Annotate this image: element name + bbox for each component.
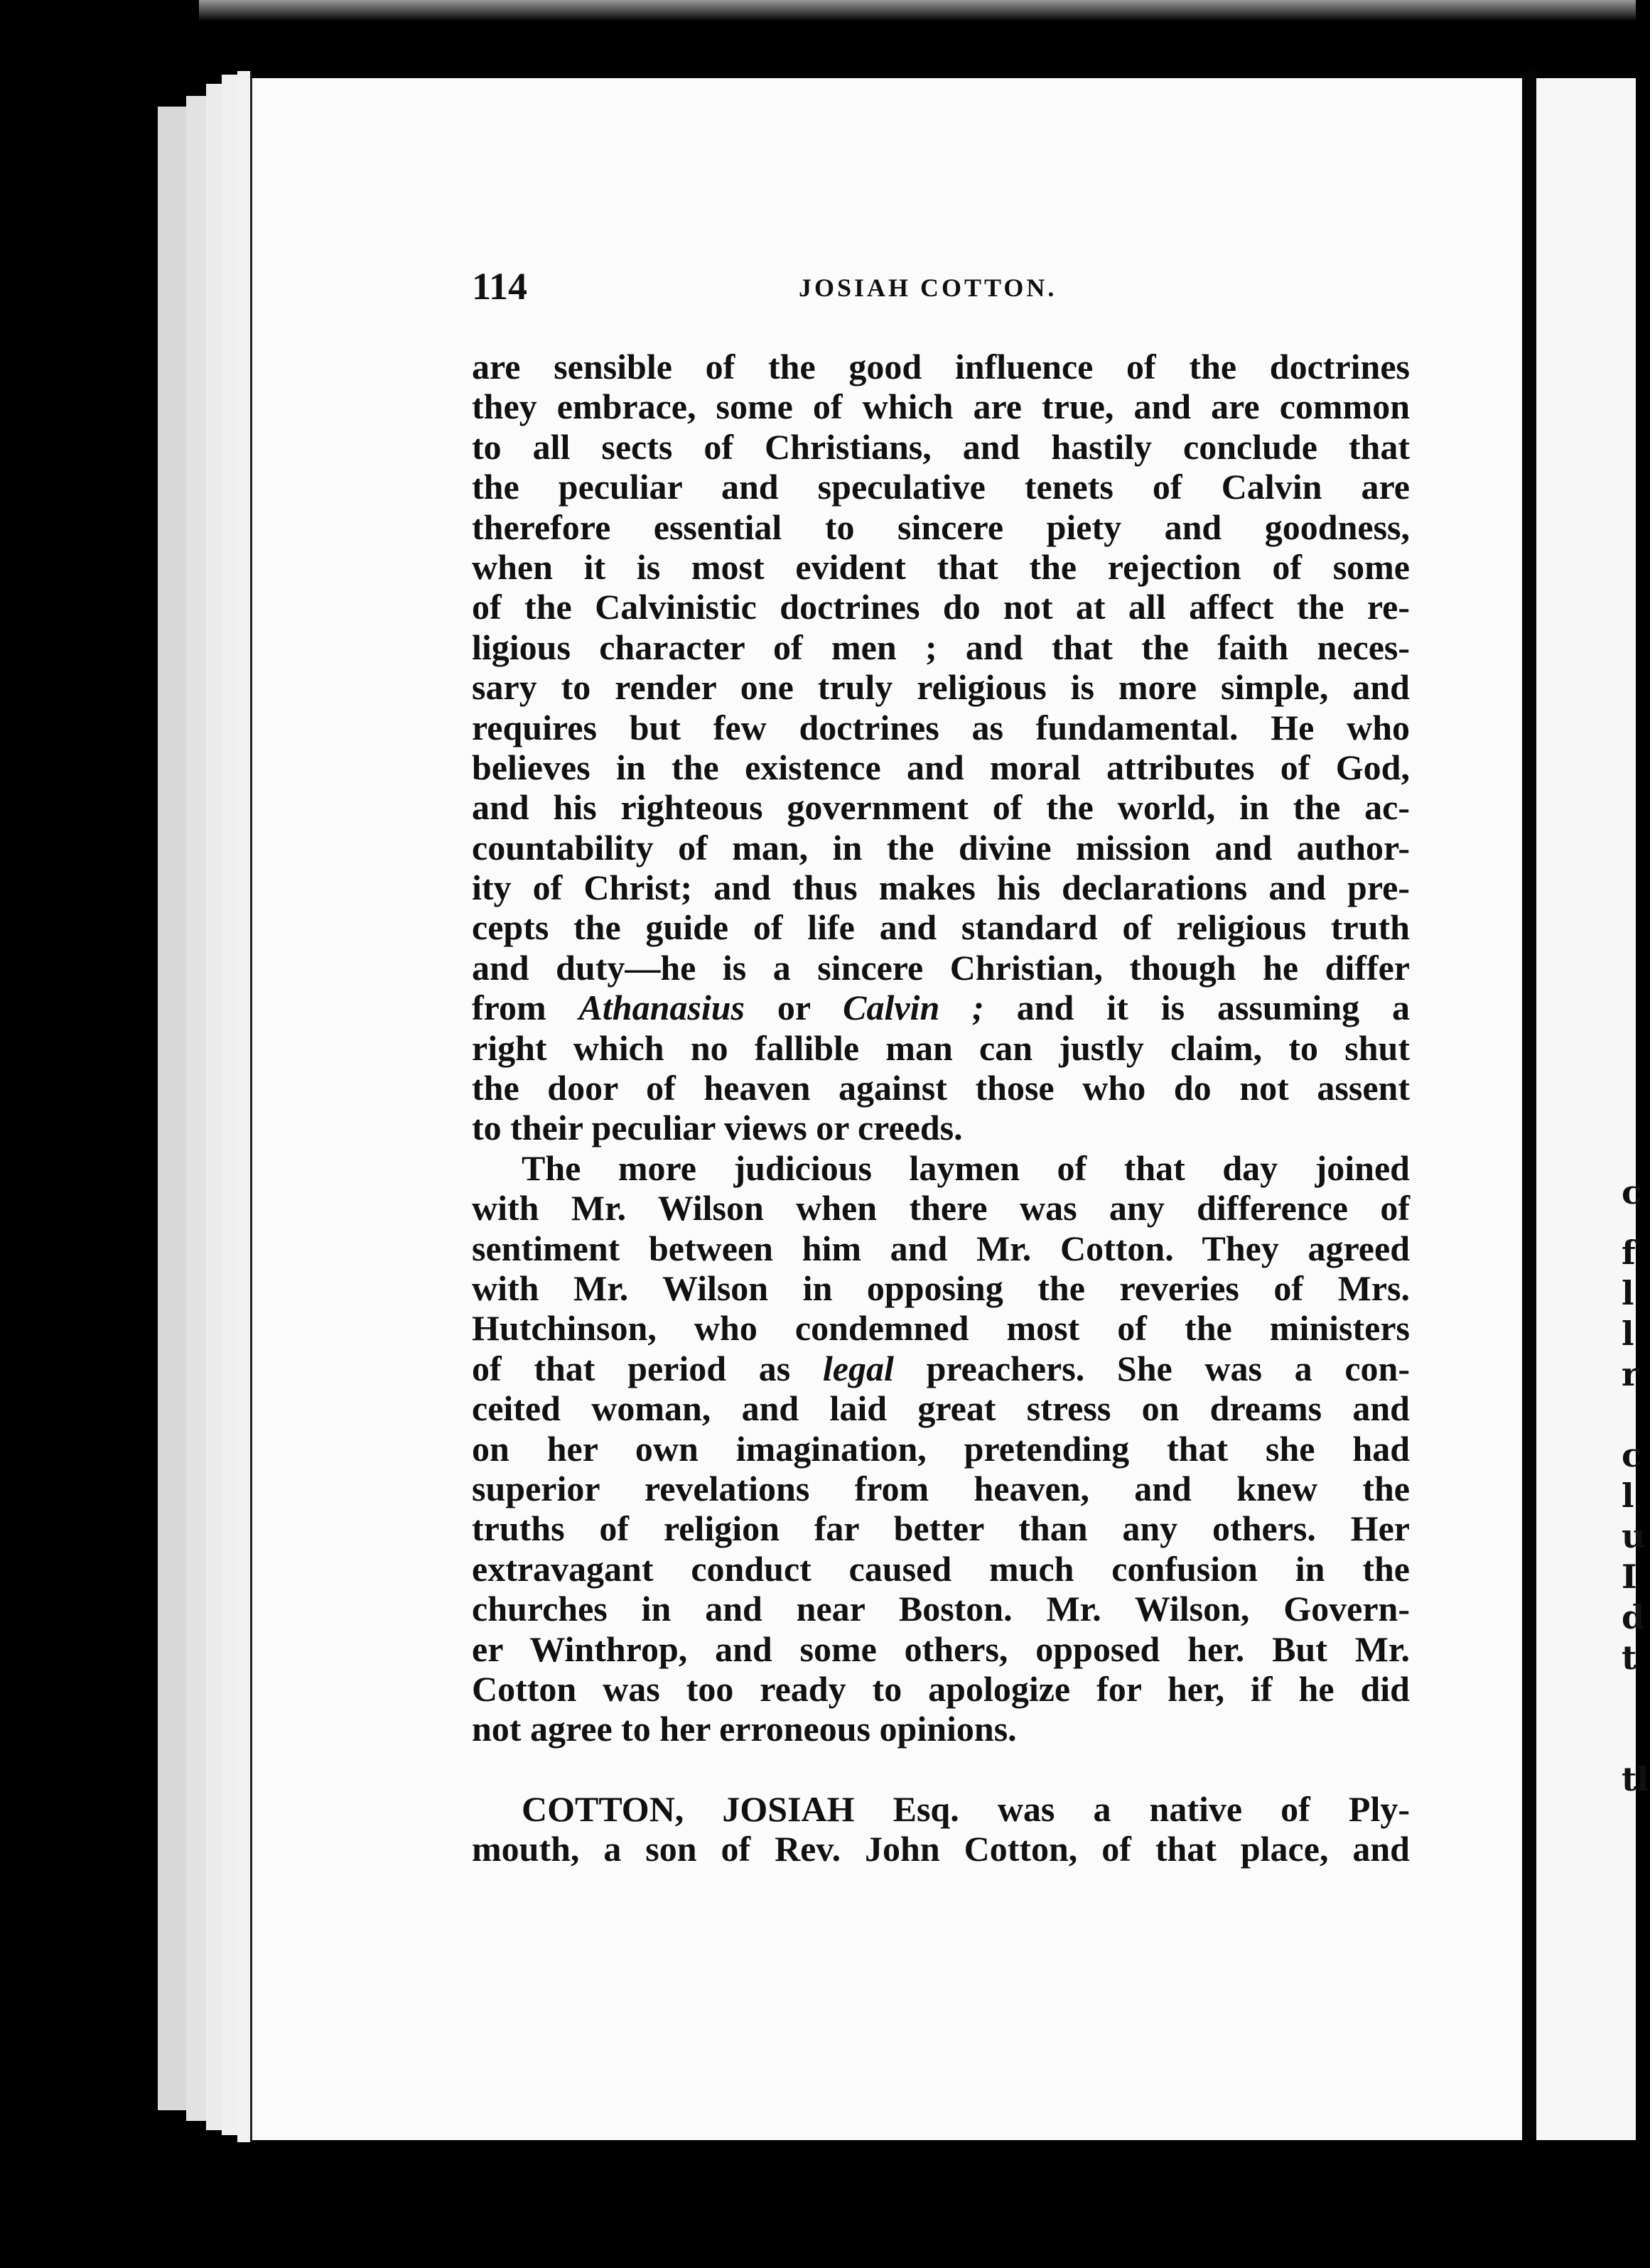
- facing-fragment: [1622, 1719, 1650, 1759]
- facing-fragment: [1622, 1395, 1650, 1435]
- text-line: to all sects of Christians, and hastily conclude that: [472, 426, 1410, 467]
- body-text: [472, 347, 1410, 1869]
- text-span: and it is assuming a: [983, 988, 1410, 1028]
- text-span: of that period as: [472, 1348, 823, 1388]
- text-span: preachers. She was a con-: [893, 1348, 1411, 1388]
- facing-fragment: l: [1622, 1476, 1634, 1515]
- text-span: from: [472, 988, 579, 1028]
- text-span: or: [745, 988, 843, 1028]
- page-header: [472, 264, 1410, 307]
- page-edge: [158, 107, 188, 2110]
- text-line: and his righteous government of the world, in the ac-: [472, 787, 1410, 828]
- facing-fragment: f: [1622, 1233, 1636, 1272]
- text-line: ity of Christ; and thus makes his declarations and pre-: [472, 868, 1410, 908]
- page-number: 114: [472, 265, 528, 308]
- text-line: not agree to her erroneous opinions.: [472, 1709, 1017, 1749]
- text-line: they embrace, some of which are true, and are common: [472, 387, 1410, 427]
- paragraph-1: [472, 347, 1410, 1148]
- text-line: COTTON, JOSIAH Esq. was a native of Ply-: [522, 1788, 1410, 1829]
- page-edge: [186, 96, 208, 2121]
- text-line: the peculiar and speculative tenets of Calvin are: [472, 467, 1410, 507]
- facing-fragment: d: [1622, 1598, 1645, 1636]
- text-line: sary to render one truly religious is more simple, and: [472, 667, 1410, 708]
- text-line: sentiment between him and Mr. Cotton. They agreed: [472, 1228, 1410, 1268]
- text-line: ligious character of men ; and that the faith neces-: [472, 627, 1410, 667]
- text-line: therefore essential to sincere piety and goodness,: [472, 507, 1410, 547]
- facing-fragment: c: [1622, 1173, 1642, 1211]
- facing-fragment: t: [1622, 1638, 1637, 1677]
- film-top-strip: [199, 0, 1636, 21]
- book-gutter: [1522, 71, 1536, 2140]
- text-line: er Winthrop, and some others, opposed her. But Mr.: [472, 1629, 1410, 1669]
- text-line: are sensible of the good influence of the doctrines: [472, 347, 1410, 387]
- text-line: mouth, a son of Rev. John Cotton, of that place, and: [472, 1829, 1410, 1869]
- facing-fragment: u: [1622, 1517, 1646, 1555]
- text-line: Hutchinson, who condemned most of the ministers: [472, 1308, 1410, 1349]
- text-line: superior revelations from heaven, and knew the: [472, 1468, 1410, 1508]
- facing-fragment: l: [1622, 1274, 1634, 1312]
- text-line: ceited woman, and laid great stress on dreams and: [472, 1388, 1410, 1429]
- italic-name-athanasius: Athanasius: [578, 988, 745, 1028]
- paragraph-2: [472, 1148, 1410, 1749]
- text-line: requires but few doctrines as fundamental. He who: [472, 707, 1410, 747]
- facing-page: [1536, 78, 1636, 2140]
- italic-word-legal: legal: [822, 1348, 894, 1388]
- facing-fragment: tl: [1622, 1760, 1649, 1798]
- text-line: cepts the guide of life and standard of religious truth: [472, 907, 1410, 948]
- text-line: Cotton was too ready to apologize for her, if he did: [472, 1668, 1410, 1709]
- text-line: extravagant conduct caused much confusion in the: [472, 1548, 1410, 1589]
- text-line: of the Calvinistic doctrines do not at all affect the re-: [472, 587, 1410, 627]
- running-head: JOSIAH COTTON.: [799, 274, 1057, 302]
- text-line: believes in the existence and moral attributes of God,: [472, 747, 1410, 787]
- text-line: countability of man, in the divine mission and author-: [472, 827, 1410, 868]
- text-line: [472, 988, 1410, 1027]
- text-line: right which no fallible man can justly claim, to shut: [472, 1027, 1410, 1068]
- text-line: [472, 1349, 1410, 1388]
- text-line: when it is most evident that the rejection of some: [472, 546, 1410, 587]
- facing-fragment: c: [1622, 1436, 1642, 1474]
- text-line: with Mr. Wilson when there was any difference of: [472, 1188, 1410, 1228]
- paragraph-spacer: [472, 1749, 1410, 1789]
- text-line: The more judicious laymen of that day joined: [522, 1148, 1410, 1188]
- text-line: to their peculiar views or creeds.: [472, 1108, 963, 1148]
- italic-name-calvin: Calvin ;: [843, 988, 984, 1028]
- facing-fragment: l: [1622, 1314, 1634, 1353]
- text-line: churches in and near Boston. Mr. Wilson, Govern-: [472, 1589, 1410, 1629]
- text-line: truths of religion far better than any others. Her: [472, 1508, 1410, 1549]
- paragraph-3: [472, 1789, 1410, 1869]
- facing-fragment: [1622, 1678, 1650, 1719]
- facing-fragment: I: [1622, 1557, 1637, 1596]
- facing-fragment: r: [1622, 1355, 1639, 1393]
- facing-page-text: [1622, 1172, 1650, 1800]
- text-line: and duty—he is a sincere Christian, though he differ: [472, 947, 1410, 988]
- text-line: the door of heaven against those who do not assent: [472, 1068, 1410, 1108]
- text-line: on her own imagination, pretending that she had: [472, 1428, 1410, 1469]
- text-line: with Mr. Wilson in opposing the reveries of Mrs.: [472, 1268, 1410, 1308]
